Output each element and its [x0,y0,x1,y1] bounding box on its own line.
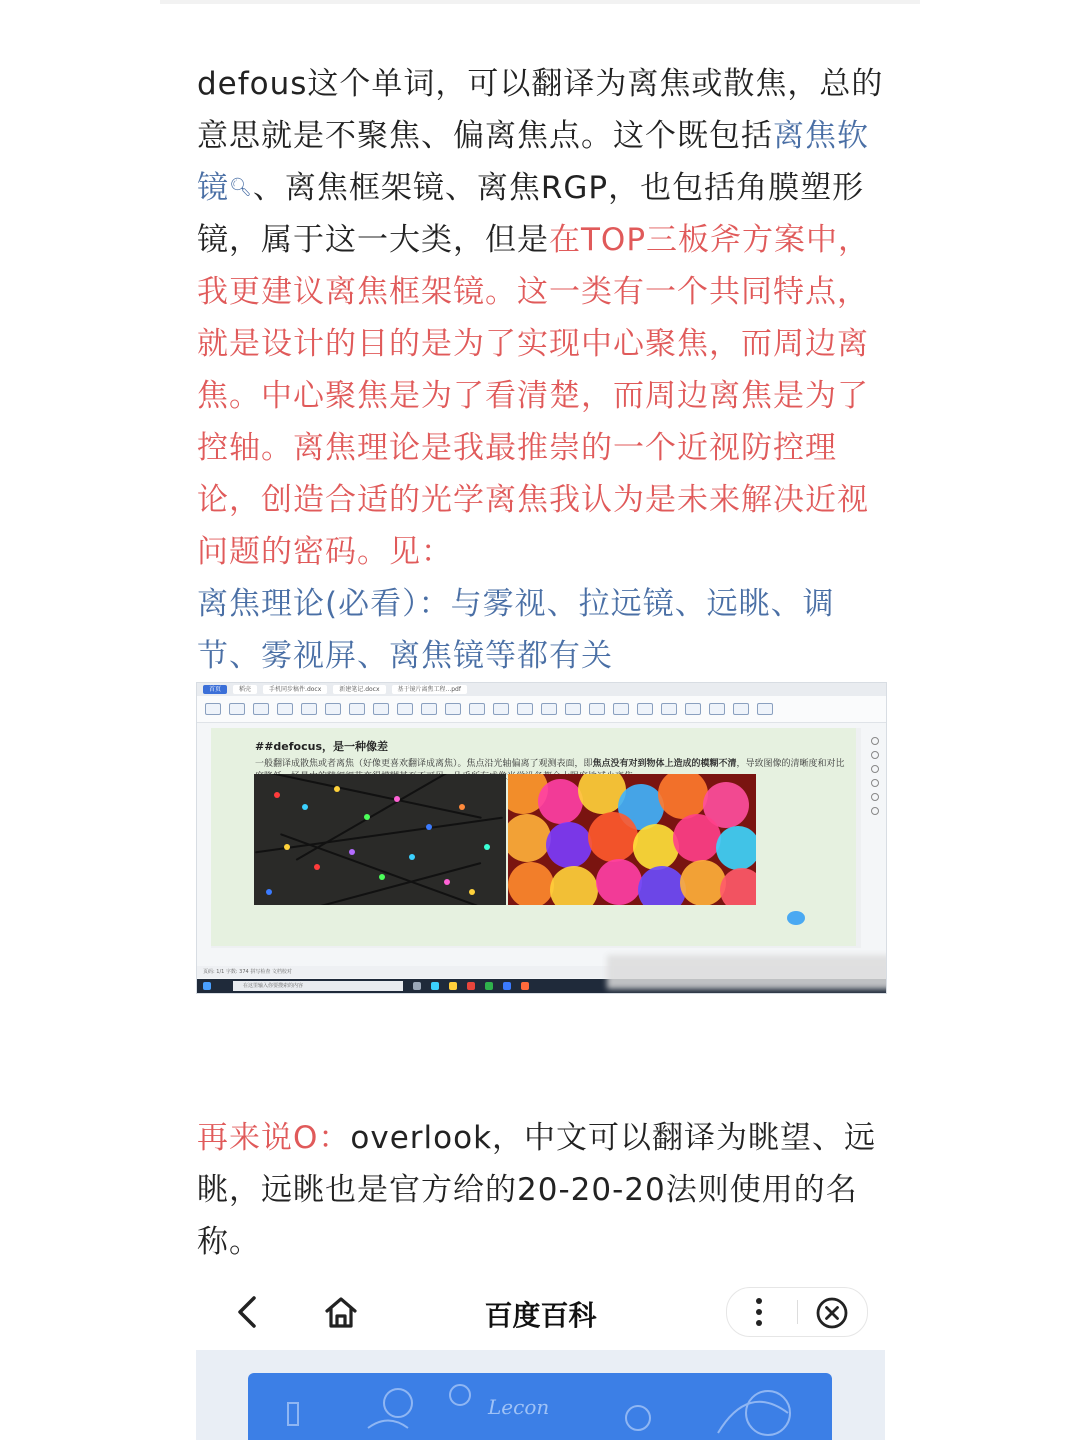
wps-tab[interactable]: 手机同步稿件.docx [263,685,327,694]
sidebar-tool-icon[interactable] [871,765,879,773]
doc-text: ，导致图像的清晰度和对比 像光 [498,759,845,782]
ribbon-button[interactable] [469,703,485,715]
article-overlook [197,1112,887,1268]
blurred-region [607,955,887,989]
article-body [197,58,887,682]
wps-tab[interactable]: 基于镜片离焦工程...pdf [392,685,467,694]
close-icon[interactable] [815,1296,849,1330]
doc-text: 一般翻译成散焦或者离焦（好像更喜欢翻译成离焦）。焦点沿光轴偏离了观测表面，即 [255,759,593,769]
wps-tab[interactable]: 稻壳 [233,685,257,694]
ribbon-button[interactable] [709,703,725,715]
baidu-nav-bar [196,1280,885,1344]
wps-tab[interactable]: 首页 [203,685,227,694]
doc-text-bold: 焦点没有对到物体上造成的模糊不清 [592,759,737,769]
ribbon-button[interactable] [637,703,653,715]
text-highlight-red: 在TOP三板斧方案中，我更建议离焦框架镜。这一类有一个共同特点，就是设计的目的是为了实现中心聚焦，而周边离焦。中心聚焦是为了看清楚，而周边离焦是为了控轴。离焦理论是我最推崇的一个近视防控理论，创造合适的光学离焦我认为是未来解决近视问题的密码。见： [197,222,871,570]
ribbon-button[interactable] [349,703,365,715]
ribbon-button[interactable] [277,703,293,715]
ribbon-button[interactable] [541,703,557,715]
baidu-banner-area [196,1350,885,1440]
ribbon-button[interactable] [733,703,749,715]
wps-right-sidebar [869,731,881,831]
ribbon-button[interactable] [421,703,437,715]
ribbon-button[interactable] [493,703,509,715]
page-title: 百度百科 [484,1299,597,1332]
embedded-screenshot [196,682,887,994]
ribbon-button[interactable] [229,703,245,715]
text-overlook: overlook，中文可以翻译为眺望、远眺，远眺也是官方给的20-20-20法则使用的名称。 [197,1120,877,1260]
ribbon-button[interactable] [205,703,221,715]
sidebar-tool-icon[interactable] [871,751,879,759]
ribbon-button[interactable] [301,703,317,715]
edge-icon[interactable] [431,982,439,990]
wps-ribbon [197,696,886,723]
taskbar-search-input[interactable]: 在这里输入你要搜索的内容 [233,981,403,991]
more-icon[interactable] [753,1296,765,1328]
task-view-icon[interactable] [413,982,421,990]
wechat-icon[interactable] [485,982,493,990]
text-highlight-red: 再来说O： [197,1120,351,1156]
capsule-divider [797,1300,798,1324]
ribbon-button[interactable] [445,703,461,715]
doc-heading: ##defocus，是一种像差 [255,740,389,753]
assistant-bubble-icon[interactable] [787,911,805,925]
ribbon-button[interactable] [661,703,677,715]
ribbon-button[interactable] [589,703,605,715]
app-icon[interactable] [503,982,511,990]
text-lens-types: 、离焦框架镜、离焦RGP，也包括角膜塑形镜，属于这一大类，但是 [197,170,865,258]
windows-start-icon[interactable] [203,982,211,990]
wps-status-bar: 页码: 1/1 字数: 374 拼写检查 文档校对 [197,966,887,978]
focused-lights-photo [254,774,506,905]
paragraph-defocus [197,58,887,578]
ribbon-button[interactable] [565,703,581,715]
ribbon-button[interactable] [517,703,533,715]
baidu-banner[interactable] [248,1373,832,1440]
ribbon-button[interactable] [685,703,701,715]
wps-tab-bar [197,683,886,696]
wps-tab[interactable]: 新建笔记.docx [333,685,385,694]
ribbon-button[interactable] [757,703,773,715]
mini-program-capsule [726,1287,868,1337]
ribbon-button[interactable] [325,703,341,715]
link-defocus-soft-lens[interactable]: 离焦软镜 [197,118,869,206]
ribbon-button[interactable] [613,703,629,715]
sidebar-tool-icon[interactable] [871,793,879,801]
folder-icon[interactable] [449,982,457,990]
text-intro: defous这个单词，可以翻译为离焦或散焦，总的意思就是不聚焦、偏离焦点。这个既包括 [197,66,884,154]
banner-logo-text: Lecon [488,1395,550,1419]
chrome-icon[interactable] [467,982,475,990]
ribbon-button[interactable] [253,703,269,715]
search-icon[interactable]: 🔍︎ [229,177,253,198]
ribbon-button[interactable] [397,703,413,715]
defocused-lights-photo [508,774,756,905]
ribbon-button[interactable] [373,703,389,715]
sidebar-tool-icon[interactable] [871,807,879,815]
wps-icon[interactable] [521,982,529,990]
sidebar-tool-icon[interactable] [871,737,879,745]
top-divider [160,0,920,4]
sidebar-tool-icon[interactable] [871,779,879,787]
link-defocus-theory[interactable]: 离焦理论(必看）：与雾视、拉远镜、远眺、调节、雾视屏、离焦镜等都有关 [197,586,835,674]
